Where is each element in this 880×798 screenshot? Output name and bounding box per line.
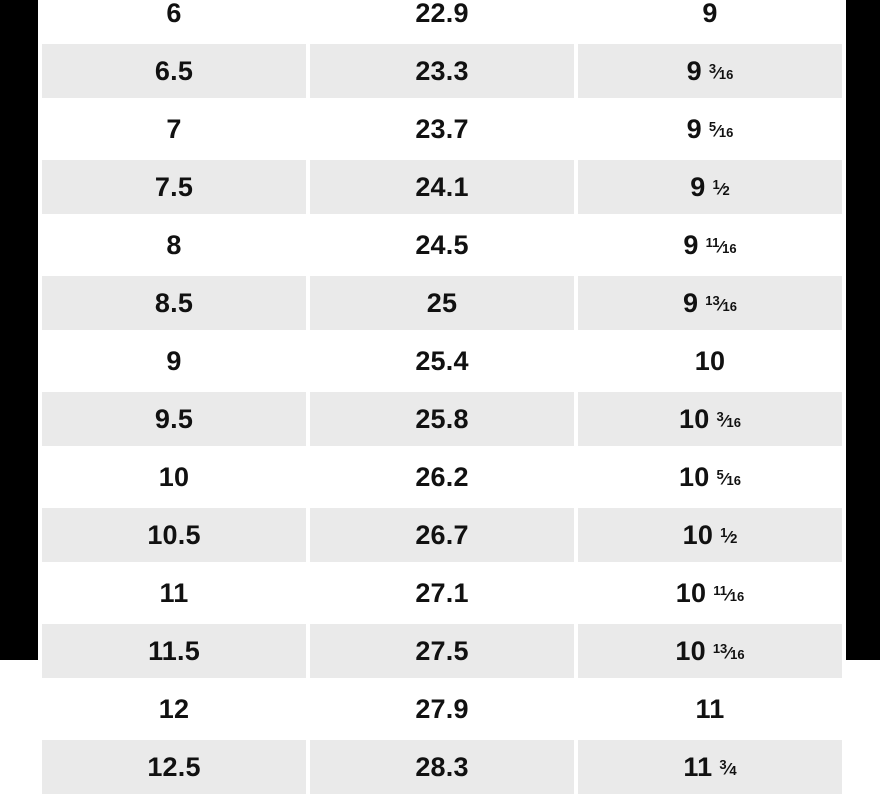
fraction-slash: ⁄	[719, 237, 723, 257]
table-row	[40, 42, 844, 100]
cell-us-size: 6	[40, 0, 308, 42]
cell-cm: 24.1	[308, 158, 576, 216]
table-row	[40, 216, 844, 274]
fraction-denominator: 16	[718, 67, 734, 83]
cell-inches	[576, 738, 844, 796]
cell-us-size: 8	[40, 216, 308, 274]
fraction-numerator: 11	[713, 583, 727, 599]
cell-cm: 25.8	[308, 390, 576, 448]
inches-whole: 9	[690, 171, 706, 202]
cell-cm: 25.4	[308, 332, 576, 390]
inches-fraction	[713, 642, 745, 663]
inches-whole: 9	[686, 55, 702, 86]
cell-inches	[576, 42, 844, 100]
fraction-slash: ⁄	[726, 759, 730, 779]
inches-fraction	[709, 62, 734, 83]
table-row	[40, 332, 844, 390]
fraction-slash: ⁄	[716, 121, 719, 141]
inches-fraction	[709, 120, 734, 141]
fraction-numerator: 3	[719, 757, 727, 773]
fraction-numerator: 1	[712, 177, 720, 193]
inches-whole: 10	[675, 635, 706, 666]
cell-us-size: 12	[40, 680, 308, 738]
cell-us-size: 11	[40, 564, 308, 622]
fraction-numerator: 11	[705, 235, 720, 251]
left-edge-rail	[0, 0, 38, 660]
table-row	[40, 100, 844, 158]
table-row	[40, 564, 844, 622]
cell-cm: 28.3	[308, 738, 576, 796]
cell-inches	[576, 448, 844, 506]
inches-fraction	[719, 758, 736, 779]
cell-us-size: 6.5	[40, 42, 308, 100]
fraction-denominator: 16	[718, 125, 734, 141]
inches-whole: 9	[686, 113, 702, 144]
fraction-denominator: 16	[726, 473, 741, 489]
cell-us-size: 9	[40, 332, 308, 390]
fraction-slash: ⁄	[716, 63, 719, 83]
inches-whole: 10	[682, 519, 714, 550]
fraction-slash: ⁄	[726, 585, 730, 605]
fraction-numerator: 3	[716, 409, 724, 425]
fraction-denominator: 16	[730, 647, 745, 663]
cell-cm: 25	[308, 274, 576, 332]
cell-us-size: 7.5	[40, 158, 308, 216]
table-row	[40, 738, 844, 796]
cell-inches	[576, 564, 844, 622]
cell-us-size: 10.5	[40, 506, 308, 564]
fraction-slash: ⁄	[719, 295, 723, 315]
fraction-denominator: 2	[730, 531, 738, 547]
fraction-denominator: 16	[726, 415, 741, 431]
fraction-numerator: 5	[708, 119, 717, 135]
inches-whole: 9	[702, 0, 718, 28]
cell-us-size: 11.5	[40, 622, 308, 680]
inches-whole: 10	[675, 577, 707, 608]
fraction-denominator: 16	[722, 299, 737, 315]
fraction-numerator: 5	[716, 467, 724, 483]
table-row	[40, 680, 844, 738]
fraction-numerator: 1	[720, 525, 728, 541]
size-table-container	[38, 0, 842, 798]
cell-cm: 27.9	[308, 680, 576, 738]
inches-whole: 10	[679, 461, 710, 492]
table-row	[40, 274, 844, 332]
fraction-slash: ⁄	[723, 469, 727, 489]
cell-cm: 23.7	[308, 100, 576, 158]
cell-us-size: 8.5	[40, 274, 308, 332]
inches-whole: 10	[694, 345, 726, 376]
cell-cm: 26.7	[308, 506, 576, 564]
table-row	[40, 506, 844, 564]
inches-fraction	[716, 468, 741, 489]
table-row	[40, 622, 844, 680]
fraction-slash: ⁄	[727, 527, 731, 547]
table-row	[40, 158, 844, 216]
right-edge-rail	[842, 0, 880, 660]
inches-fraction	[716, 410, 741, 431]
inches-whole: 10	[679, 403, 710, 434]
inches-fraction	[713, 584, 744, 605]
fraction-denominator: 2	[722, 183, 730, 199]
inches-whole: 11	[683, 751, 713, 782]
size-conversion-table	[38, 0, 846, 798]
cell-us-size: 9.5	[40, 390, 308, 448]
table-row	[40, 390, 844, 448]
fraction-denominator: 4	[729, 763, 737, 779]
inches-fraction	[712, 178, 729, 199]
fraction-slash: ⁄	[723, 411, 727, 431]
cell-inches	[576, 216, 844, 274]
inches-fraction	[720, 526, 737, 547]
inches-whole: 9	[683, 287, 699, 318]
fraction-slash: ⁄	[727, 643, 731, 663]
inches-fraction	[706, 236, 737, 257]
cell-us-size: 10	[40, 448, 308, 506]
cell-inches	[576, 0, 844, 42]
cell-cm: 26.2	[308, 448, 576, 506]
cell-us-size: 12.5	[40, 738, 308, 796]
fraction-numerator: 3	[708, 61, 717, 77]
cell-cm: 24.5	[308, 216, 576, 274]
table-row	[40, 0, 844, 42]
cell-inches	[576, 274, 844, 332]
cell-inches	[576, 680, 844, 738]
fraction-denominator: 16	[722, 241, 737, 257]
cell-cm: 23.3	[308, 42, 576, 100]
cell-inches	[576, 390, 844, 448]
cell-inches	[576, 100, 844, 158]
cell-cm: 22.9	[308, 0, 576, 42]
fraction-numerator: 13	[705, 293, 720, 309]
inches-whole: 11	[695, 693, 725, 724]
fraction-slash: ⁄	[719, 179, 723, 199]
fraction-numerator: 13	[712, 641, 728, 657]
cell-cm: 27.5	[308, 622, 576, 680]
cell-inches	[576, 158, 844, 216]
cell-inches	[576, 332, 844, 390]
inches-whole: 9	[683, 229, 699, 260]
cell-inches	[576, 506, 844, 564]
cell-cm: 27.1	[308, 564, 576, 622]
inches-fraction	[705, 294, 737, 315]
fraction-denominator: 16	[729, 589, 745, 605]
table-row	[40, 448, 844, 506]
cell-us-size: 7	[40, 100, 308, 158]
cell-inches	[576, 622, 844, 680]
